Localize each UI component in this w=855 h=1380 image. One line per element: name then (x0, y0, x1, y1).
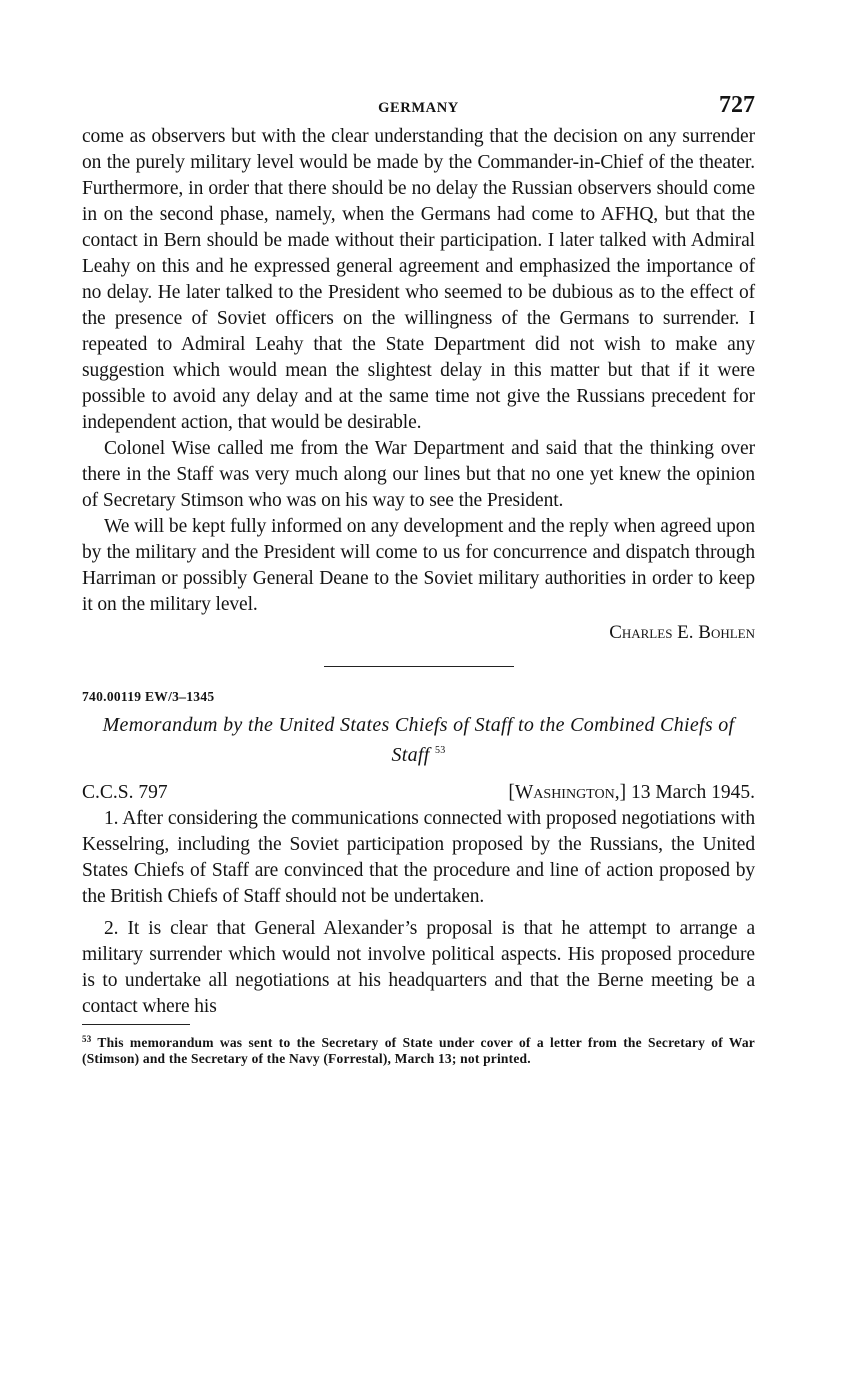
dateline (82, 780, 755, 806)
bohlen-paragraph-3: We will be kept fully informed on any development and the reply when agreed upon by the military and the President will come to us for concurrence and dispatch through Harriman or possibly General Deane to the Soviet military authorities in order to keep it on the military level. (82, 516, 755, 615)
footnote-text: This memorandum was sent to the Secretary of State under cover of a letter from the Secretary of War (Stimson) and the Secretary of the Navy (Forrestal), March 13; not printed. (82, 1035, 755, 1066)
bohlen-paragraph-1: come as observers but with the clear understanding that the decision on any surrender on the purely military level would be made by the Commander-in-Chief of the theater. Furthermore, in order that there should be no delay the Russian observers should come in on the second phase, namely, when the Germans had come to AFHQ, but that the contact in Bern should be made without their participation. I later talked with Admiral Leahy on this and he expressed general agreement and emphasized the importance of no delay. He later talked to the President who seemed to be dubious as to the effect of the presence of Soviet officers on the willingness of the Germans to surrender. I repeated to Admiral Leahy that the State Department did not wish to make any suggestion which would mean the slightest delay in this matter but that if it were possible to avoid any delay and at the same time not give the Russians precedent for independent action, that would be desirable. (82, 126, 755, 433)
running-head: GERMANY (378, 100, 459, 116)
title-footnote-mark: 53 (434, 745, 446, 756)
document-page (82, 92, 755, 1067)
date-line: [Washington,] 13 March 1945. (508, 782, 755, 803)
page-header (82, 92, 755, 124)
document-title (82, 713, 755, 768)
document-number: C.C.S. 797 (82, 782, 168, 803)
date: 13 March 1945. (630, 782, 755, 803)
document-title-text: Memorandum by the United States Chiefs of Staff to the Combined Chiefs of Staff (102, 714, 735, 766)
section-divider (324, 666, 514, 667)
memo-paragraph-1: 1. After considering the communications connected with proposed negotiations with Kesselring, including the Soviet participation proposed by the Russians, the United States Chiefs of Staff are convinced that the procedure and line of action proposed by the British Chiefs of Staff should not be undertaken. (82, 808, 755, 907)
footnote-mark: 53 (82, 1034, 92, 1044)
date-place: Washington, (514, 782, 620, 803)
footnote-rule (82, 1024, 190, 1025)
page-number: 727 (719, 92, 755, 118)
file-reference: 740.00119 EW/3–1345 (82, 689, 215, 704)
bohlen-paragraph-2: Colonel Wise called me from the War Department and said that the thinking over there in the Staff was very much along our lines but that no one yet knew the opinion of Secretary Stimson who was on his way to see the President. (82, 438, 755, 511)
signature: Charles E. Bohlen (609, 622, 755, 643)
footnote (82, 1031, 755, 1067)
memo-paragraph-2: 2. It is clear that General Alexander’s proposal is that he attempt to arrange a military surrender which would not involve political aspects. His proposed procedure is to undertake all negotiations at his headquarters and that the Berne meeting be a contact where his (82, 918, 755, 1017)
